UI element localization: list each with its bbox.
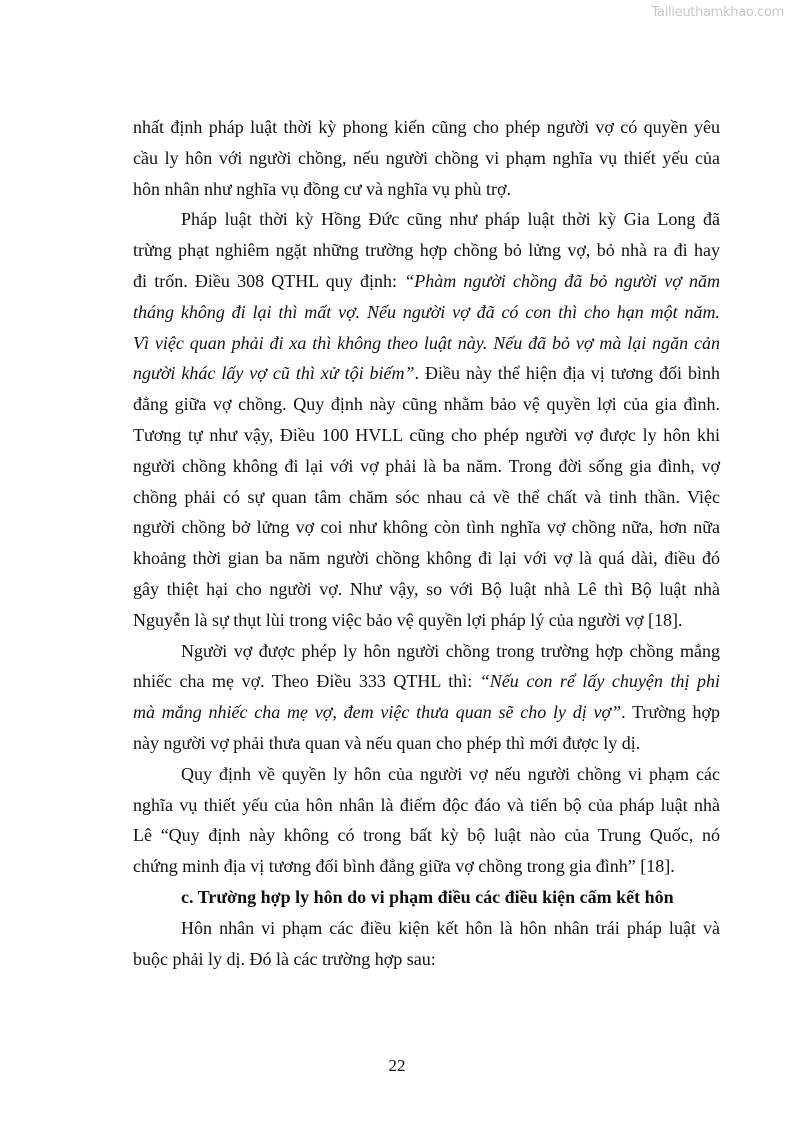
text-segment: gây thiệt hại cho người vợ. Như vậy, so với Bộ luật nhà Lê thì Bộ luật nhà [133, 578, 720, 599]
document-body [133, 112, 720, 974]
text-line [133, 636, 720, 667]
text-segment: khoảng thời gian ba năm người chồng không đi lại với vợ là quá dài, điều đó [133, 548, 720, 569]
text-segment: Người vợ được phép ly hôn người chồng trong trường hợp chồng mắng [181, 640, 720, 661]
text-line [133, 574, 720, 605]
text-line [133, 913, 720, 944]
text-segment: nhất định pháp luật thời kỳ phong kiến cũng cho phép người vợ có quyền yêu [133, 117, 720, 137]
section-heading [133, 882, 720, 913]
text-segment: người chồng không đi lại với vợ phải là ba năm. Trong đời sống gia đình, vợ [133, 455, 720, 476]
text-segment: cầu ly hôn với người chồng, nếu người chồng vi phạm nghĩa vụ thiết yếu của [133, 147, 720, 168]
text-line [133, 944, 720, 975]
text-segment: này người vợ phải thưa quan và nếu quan cho phép thì mới được ly dị. [133, 732, 641, 753]
page-number: 22 [388, 1056, 406, 1075]
text-segment: Lê “Quy định này không có trong bất kỳ bộ luật nào của Trung Quốc, nó [133, 825, 720, 846]
quoted-text: “Phàm người chồng đã bỏ người vợ năm [404, 270, 720, 291]
text-line [133, 420, 720, 451]
text-segment: người chồng bở lửng vợ coi như không còn tình nghĩa vợ chồng nữa, hơn nữa [133, 517, 720, 538]
watermark: Tailieuthamkhao.com [651, 5, 784, 20]
text-segment: đẳng giữa vợ chồng. Quy định này cũng nhằm bảo vệ quyền lợi của gia đình. [133, 394, 720, 415]
text-segment: đi trốn. Điều 308 QTHL quy định: [133, 270, 405, 291]
text-line [133, 297, 720, 328]
text-line [133, 451, 720, 482]
text-line [133, 728, 720, 759]
text-line [133, 820, 720, 851]
text-line [133, 389, 720, 420]
text-line [133, 112, 720, 143]
text-line [133, 790, 720, 821]
text-segment: chứng minh địa vị tương đối bình đẳng giữa vợ chồng trong gia đình” [18]. [133, 856, 675, 877]
text-line [133, 697, 720, 728]
text-line [133, 174, 720, 205]
text-segment: . Trường hợp [621, 702, 720, 723]
text-segment: Hôn nhân vi phạm các điều kiện kết hôn là hôn nhân trái pháp luật và [181, 917, 720, 938]
text-line [133, 235, 720, 266]
text-line [133, 266, 720, 297]
text-line [133, 204, 720, 235]
text-segment: . Điều này thể hiện địa vị tương đối bình [414, 363, 720, 384]
text-segment: chồng phải có sự quan tâm chăm sóc nhau cả về thể chất và tinh thần. Việc [133, 486, 720, 507]
text-segment: c. Trường hợp ly hôn do vi phạm điều các điều kiện cấm kết hôn [181, 886, 674, 907]
text-line [133, 605, 720, 636]
quoted-text: tháng không đi lại thì mất vợ. Nếu người vợ đã có con thì cho hạn một năm. [133, 301, 720, 322]
text-line [133, 328, 720, 359]
quoted-text: mà mắng nhiếc cha mẹ vợ, đem việc thưa quan sẽ cho ly dị vợ” [133, 702, 622, 723]
text-line [133, 143, 720, 174]
text-line [133, 512, 720, 543]
text-segment: hôn nhân như nghĩa vụ đồng cư và nghĩa vụ phù trợ. [133, 178, 511, 199]
text-segment: buộc phải ly dị. Đó là các trường hợp sau: [133, 948, 436, 969]
quoted-text: người khác lấy vợ cũ thì xử tội biếm” [133, 363, 415, 384]
text-segment: trừng phạt nghiêm ngặt những trường hợp chồng bỏ lửng vợ, bỏ nhà ra đi hay [133, 240, 720, 261]
text-line [133, 358, 720, 389]
quoted-text: Vì việc quan phải đi xa thì không theo luật này. Nếu đã bỏ vợ mà lại ngăn cản [133, 332, 720, 353]
text-line [133, 482, 720, 513]
text-line [133, 666, 720, 697]
text-segment: nghĩa vụ thiết yếu của hôn nhân là điểm độc đáo và tiến bộ của pháp luật nhà [133, 794, 720, 815]
text-line [133, 543, 720, 574]
text-line [133, 851, 720, 882]
text-segment: Quy định về quyền ly hôn của người vợ nếu người chồng vi phạm các [181, 763, 720, 784]
text-segment: nhiếc cha mẹ vợ. Theo Điều 333 QTHL thì: [133, 671, 480, 692]
text-line [133, 759, 720, 790]
text-segment: Tương tự như vậy, Điều 100 HVLL cũng cho phép người vợ được ly hôn khi [133, 424, 720, 445]
text-segment: Nguyễn là sự thụt lùi trong việc bảo vệ quyền lợi pháp lý của người vợ [18]. [133, 609, 683, 630]
text-segment: Pháp luật thời kỳ Hồng Đức cũng như pháp luật thời kỳ Gia Long đã [181, 209, 720, 230]
quoted-text: “Nếu con rể lấy chuyện thị phi [479, 671, 720, 692]
